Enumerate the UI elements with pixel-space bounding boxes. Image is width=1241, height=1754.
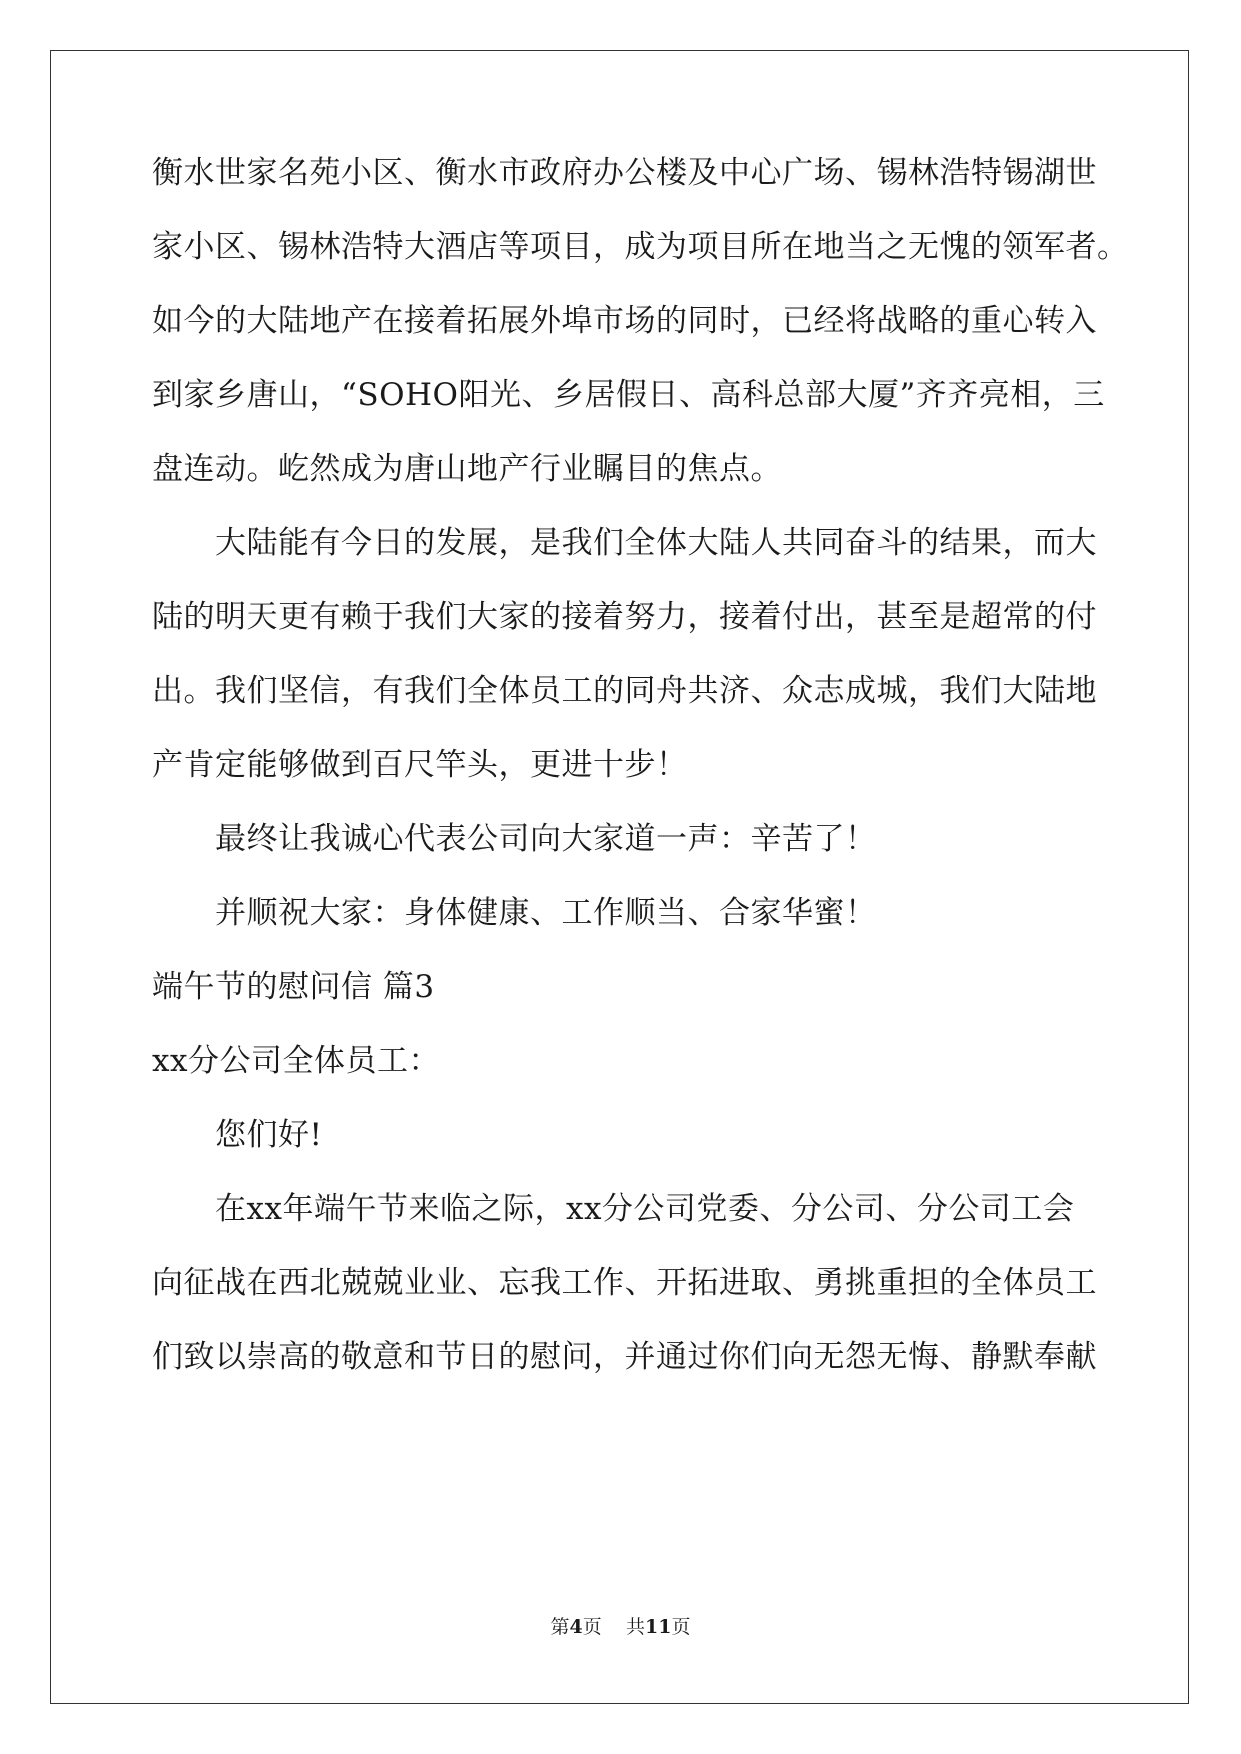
total-label-suffix: 页 xyxy=(671,1616,691,1638)
text-line: 到家乡唐山，“SOHO阳光、乡居假日、高科总部大厦”齐齐亮相，三 xyxy=(152,377,1105,413)
section-heading: 端午节的慰问信 篇3 xyxy=(152,969,435,1005)
salutation: xx分公司全体员工： xyxy=(152,1043,440,1079)
text-line: 盘连动。屹然成为唐山地产行业瞩目的焦点。 xyxy=(152,451,782,487)
text-line: 们致以崇高的敬意和节日的慰问，并通过你们向无怨无悔、静默奉献 xyxy=(152,1339,1097,1375)
text-line: 衡水世家名苑小区、衡水市政府办公楼及中心广场、锡林浩特锡湖世 xyxy=(152,155,1097,191)
text-line: 如今的大陆地产在接着拓展外埠市场的同时，已经将战略的重心转入 xyxy=(152,303,1097,339)
page-number: 4 xyxy=(569,1616,583,1638)
total-label-prefix: 共 xyxy=(625,1616,645,1638)
page-label-suffix: 页 xyxy=(582,1616,602,1638)
text-line: 向征战在西北兢兢业业、忘我工作、开拓进取、勇挑重担的全体员工 xyxy=(152,1265,1097,1301)
paragraph-start-line: 大陆能有今日的发展，是我们全体大陆人共同奋斗的结果，而大 xyxy=(215,525,1097,561)
text-line: 陆的明天更有赖于我们大家的接着努力，接着付出，甚至是超常的付 xyxy=(152,599,1097,635)
paragraph-start-line: 并顺祝大家：身体健康、工作顺当、合家华蜜！ xyxy=(215,895,877,931)
greeting: 您们好! xyxy=(215,1117,323,1153)
total-pages: 11 xyxy=(644,1616,672,1638)
page-footer xyxy=(0,1615,1241,1639)
text-line: 家小区、锡林浩特大酒店等项目，成为项目所在地当之无愧的领军者。 xyxy=(152,229,1129,265)
text-line: 产肯定能够做到百尺竿头，更进十步！ xyxy=(152,747,688,783)
page-label-prefix: 第 xyxy=(550,1616,570,1638)
paragraph-start-line: 在xx年端午节来临之际，xx分公司党委、分公司、分公司工会 xyxy=(215,1191,1075,1227)
text-line: 出。我们坚信，有我们全体员工的同舟共济、众志成城，我们大陆地 xyxy=(152,673,1097,709)
paragraph-start-line: 最终让我诚心代表公司向大家道一声：辛苦了！ xyxy=(215,821,877,857)
page-border xyxy=(50,50,1189,1704)
